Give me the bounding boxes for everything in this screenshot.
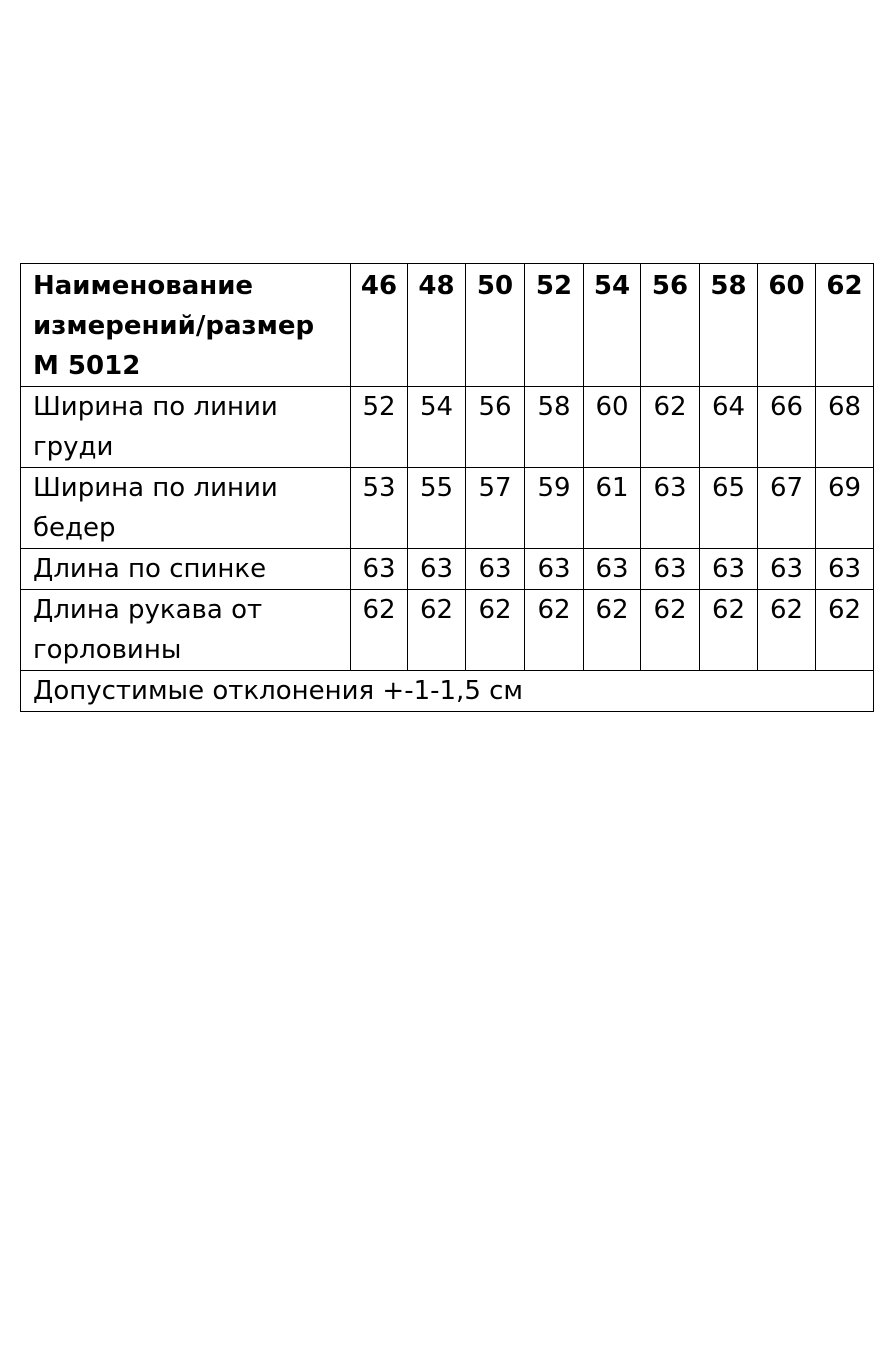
- header-label-cell: Наименование измерений/размер М 5012: [21, 264, 351, 387]
- measurement-value-cell: 57: [466, 468, 525, 549]
- measurement-value-cell: 60: [584, 387, 641, 468]
- table-row: [21, 590, 874, 671]
- measurement-value-cell: 66: [758, 387, 816, 468]
- measurement-value-cell: 56: [466, 387, 525, 468]
- measurement-value-cell: 69: [816, 468, 874, 549]
- measurement-value-cell: 67: [758, 468, 816, 549]
- measurement-value-cell: 53: [351, 468, 408, 549]
- measurement-value-cell: 62: [816, 590, 874, 671]
- tolerance-note: Допустимые отклонения +-1-1,5 см: [21, 671, 874, 712]
- measurement-value-cell: 54: [408, 387, 466, 468]
- size-chart-table: [20, 263, 874, 712]
- measurement-value-cell: 63: [641, 468, 700, 549]
- measurement-value-cell: 64: [700, 387, 758, 468]
- measurement-value-cell: 62: [758, 590, 816, 671]
- measurement-value-cell: 62: [351, 590, 408, 671]
- measurement-value-cell: 63: [408, 549, 466, 590]
- measurement-value-cell: 59: [525, 468, 584, 549]
- measurement-value-cell: 58: [525, 387, 584, 468]
- size-header-cell: 58: [700, 264, 758, 387]
- size-header-cell: 52: [525, 264, 584, 387]
- size-header-cell: 48: [408, 264, 466, 387]
- measurement-value-cell: 62: [408, 590, 466, 671]
- size-header-cell: 56: [641, 264, 700, 387]
- measurement-value-cell: 63: [758, 549, 816, 590]
- measurement-value-cell: 62: [584, 590, 641, 671]
- measurement-value-cell: 61: [584, 468, 641, 549]
- measurement-value-cell: 65: [700, 468, 758, 549]
- measurement-value-cell: 63: [525, 549, 584, 590]
- measurement-value-cell: 63: [641, 549, 700, 590]
- measurement-value-cell: 63: [816, 549, 874, 590]
- size-header-cell: 60: [758, 264, 816, 387]
- measurement-value-cell: 62: [641, 590, 700, 671]
- size-header-cell: 50: [466, 264, 525, 387]
- measurement-value-cell: 62: [525, 590, 584, 671]
- measurement-value-cell: 55: [408, 468, 466, 549]
- measurement-label-cell: Длина по спинке: [21, 549, 351, 590]
- size-header-cell: 54: [584, 264, 641, 387]
- size-header-cell: 46: [351, 264, 408, 387]
- measurement-value-cell: 62: [466, 590, 525, 671]
- table-row: [21, 468, 874, 549]
- measurement-value-cell: 62: [700, 590, 758, 671]
- measurement-label-cell: Ширина по линии груди: [21, 387, 351, 468]
- tolerance-note-row: [21, 671, 874, 712]
- measurement-label-cell: Ширина по линии бедер: [21, 468, 351, 549]
- measurement-value-cell: 63: [351, 549, 408, 590]
- table-row: [21, 549, 874, 590]
- measurement-value-cell: 63: [466, 549, 525, 590]
- size-header-cell: 62: [816, 264, 874, 387]
- table-row: [21, 387, 874, 468]
- measurement-value-cell: 63: [584, 549, 641, 590]
- measurement-value-cell: 63: [700, 549, 758, 590]
- measurement-value-cell: 62: [641, 387, 700, 468]
- table-header-row: [21, 264, 874, 387]
- measurement-label-cell: Длина рукава от горловины: [21, 590, 351, 671]
- measurement-value-cell: 52: [351, 387, 408, 468]
- measurement-value-cell: 68: [816, 387, 874, 468]
